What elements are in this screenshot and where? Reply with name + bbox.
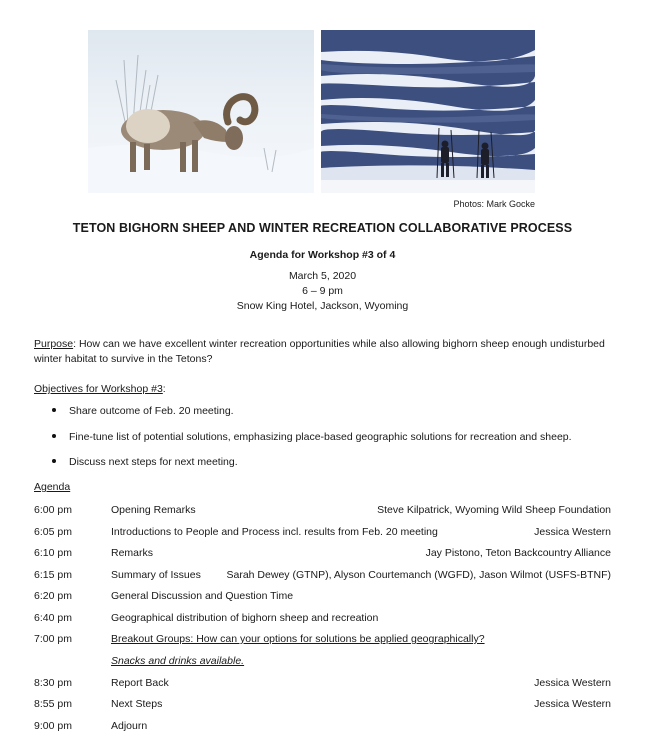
agenda-time: 6:05 pm xyxy=(34,526,72,538)
agenda-row xyxy=(34,504,611,518)
agenda-item: Remarks xyxy=(111,547,154,559)
agenda-item: Breakout Groups: How can your options for solutions be applied geographically? xyxy=(111,633,485,645)
agenda-row xyxy=(34,547,611,561)
purpose-paragraph xyxy=(34,337,614,367)
agenda-presenter: Jay Pistono, Teton Backcountry Alliance xyxy=(425,547,611,559)
agenda-row xyxy=(34,655,611,669)
agenda-presenter: Jessica Western xyxy=(534,677,611,689)
bullet-icon xyxy=(52,459,56,463)
agenda-item: Opening Remarks xyxy=(111,504,196,516)
objectives-label: Objectives for Workshop #3 xyxy=(34,383,163,395)
agenda-row xyxy=(34,677,611,691)
purpose-label: Purpose xyxy=(34,338,74,350)
agenda-time: 7:00 pm xyxy=(34,633,72,645)
agenda-row xyxy=(34,612,611,626)
agenda-time: 6:40 pm xyxy=(34,612,72,624)
agenda-row xyxy=(34,698,611,712)
bullet-icon xyxy=(52,434,56,438)
document-title: TETON BIGHORN SHEEP AND WINTER RECREATION COLLABORATIVE PROCESS xyxy=(72,221,573,235)
objectives-heading xyxy=(34,382,614,397)
agenda-item: Summary of Issues xyxy=(111,569,201,581)
agenda-presenter: Jessica Western xyxy=(534,526,611,538)
document-subtitle: Agenda for Workshop #3 of 4 xyxy=(249,249,396,261)
agenda-item: Next Steps xyxy=(111,698,163,710)
agenda-presenter: Sarah Dewey (GTNP), Alyson Courtemanch (WGFD), Jason Wilmot (USFS-BTNF) xyxy=(226,569,611,581)
agenda-time: 6:10 pm xyxy=(34,547,72,559)
agenda-item: Introductions to People and Process incl. results from Feb. 20 meeting xyxy=(111,526,438,538)
bullet-icon xyxy=(52,408,56,412)
agenda-presenter: Steve Kilpatrick, Wyoming Wild Sheep Foundation xyxy=(377,504,611,516)
objective-item: Fine-tune list of potential solutions, emphasizing place-based geographic solutions for recreation and sheep. xyxy=(52,431,572,443)
bighorn-sheep-photo xyxy=(88,30,314,193)
meeting-time: 6 – 9 pm xyxy=(302,285,343,297)
agenda-item: General Discussion and Question Time xyxy=(111,590,294,602)
agenda-time: 6:15 pm xyxy=(34,569,72,581)
meeting-date: March 5, 2020 xyxy=(288,270,357,282)
agenda-row xyxy=(34,590,611,604)
agenda-presenter: Jessica Western xyxy=(534,698,611,710)
skiers-photo xyxy=(321,30,535,193)
photo-credit: Photos: Mark Gocke xyxy=(453,199,535,209)
agenda-heading: Agenda xyxy=(34,481,71,493)
objective-item: Discuss next steps for next meeting. xyxy=(52,456,238,468)
agenda-row xyxy=(34,720,611,734)
agenda-time: 9:00 pm xyxy=(34,720,72,732)
purpose-text: : How can we have excellent winter recreation opportunities while also allowing bighorn sheep enough undisturbed winter habitat to survive in the Tetons? xyxy=(34,338,605,365)
agenda-row xyxy=(34,569,611,583)
agenda-time: 6:20 pm xyxy=(34,590,72,602)
agenda-item: Report Back xyxy=(111,677,169,689)
agenda-time: 6:00 pm xyxy=(34,504,72,516)
agenda-row xyxy=(34,633,611,647)
agenda-item: Adjourn xyxy=(111,720,148,732)
meeting-location: Snow King Hotel, Jackson, Wyoming xyxy=(236,300,409,312)
agenda-time: 8:55 pm xyxy=(34,698,72,710)
agenda-time: 8:30 pm xyxy=(34,677,72,689)
agenda-item: Snacks and drinks available. xyxy=(111,655,245,667)
objective-item: Share outcome of Feb. 20 meeting. xyxy=(52,405,234,417)
agenda-row xyxy=(34,526,611,540)
objectives-suffix: : xyxy=(162,383,166,395)
agenda-item: Geographical distribution of bighorn sheep and recreation xyxy=(111,612,379,624)
